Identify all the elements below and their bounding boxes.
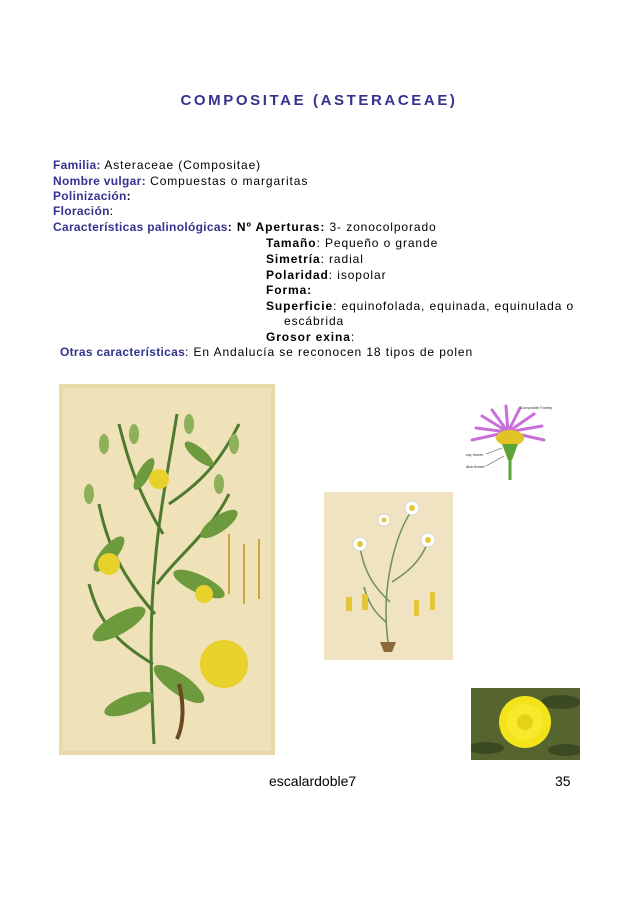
otras-value: : En Andalucía se reconocen 18 tipos de polen bbox=[185, 345, 474, 359]
superficie-value: : equinofolada, equinada, equinulada o bbox=[333, 299, 575, 313]
forma-line bbox=[266, 283, 312, 298]
familia-label: Familia: bbox=[53, 158, 101, 172]
superficie-value-cont: escábrida bbox=[284, 314, 345, 328]
polinizacion-label: Polinización bbox=[53, 189, 127, 203]
polinizacion-line bbox=[53, 189, 132, 204]
caracteristicas-colon: : bbox=[227, 220, 233, 234]
polaridad-value: : isopolar bbox=[328, 268, 387, 282]
nombre-vulgar-line bbox=[53, 174, 308, 189]
caracteristicas-label: Características palinológicas bbox=[53, 220, 228, 234]
composite-flower-diagram bbox=[462, 402, 555, 482]
caracteristicas-line bbox=[53, 220, 437, 235]
polaridad-label: Polaridad bbox=[266, 268, 329, 282]
simetria-label: Simetría bbox=[266, 252, 321, 266]
superficie-line bbox=[266, 299, 574, 314]
floracion-line bbox=[53, 204, 114, 219]
nombre-vulgar-value: Compuestas o margaritas bbox=[145, 174, 309, 188]
polinizacion-colon: : bbox=[126, 189, 132, 203]
chamomile-botanical-illustration bbox=[324, 492, 453, 660]
floracion-label: Floración bbox=[53, 204, 110, 218]
aperturas-value: 3- zonocolporado bbox=[325, 220, 437, 234]
polaridad-line bbox=[266, 268, 386, 283]
dandelion-photo bbox=[471, 688, 580, 760]
forma-label: Forma: bbox=[266, 283, 313, 297]
superficie-label: Superficie bbox=[266, 299, 334, 313]
aperturas-label: Nº Aperturas: bbox=[232, 220, 326, 234]
page-title: COMPOSITAE (ASTERACEAE) bbox=[180, 92, 458, 109]
diagram-title: Composite Family bbox=[520, 405, 553, 410]
lactuca-botanical-illustration bbox=[59, 384, 275, 755]
simetria-line bbox=[266, 252, 364, 267]
tamano-value: : Pequeño o grande bbox=[316, 236, 439, 250]
diagram-ray-label: ray flower bbox=[466, 452, 484, 457]
otras-label: Otras características bbox=[60, 345, 186, 359]
grosor-value: : bbox=[350, 330, 356, 344]
grosor-line bbox=[266, 330, 355, 345]
otras-line bbox=[60, 345, 473, 360]
diagram-disk-label: disk flower bbox=[466, 464, 485, 469]
page-number: 35 bbox=[555, 773, 571, 789]
floracion-colon: : bbox=[109, 204, 114, 218]
tamano-line bbox=[266, 236, 438, 251]
familia-line bbox=[53, 158, 261, 173]
footer-author: escalardoble7 bbox=[269, 773, 357, 789]
tamano-label: Tamaño bbox=[266, 236, 317, 250]
superficie-line-cont bbox=[284, 314, 344, 329]
familia-value: Asteraceae (Compositae) bbox=[100, 158, 262, 172]
simetria-value: : radial bbox=[320, 252, 364, 266]
grosor-label: Grosor exina bbox=[266, 330, 351, 344]
nombre-vulgar-label: Nombre vulgar: bbox=[53, 174, 146, 188]
